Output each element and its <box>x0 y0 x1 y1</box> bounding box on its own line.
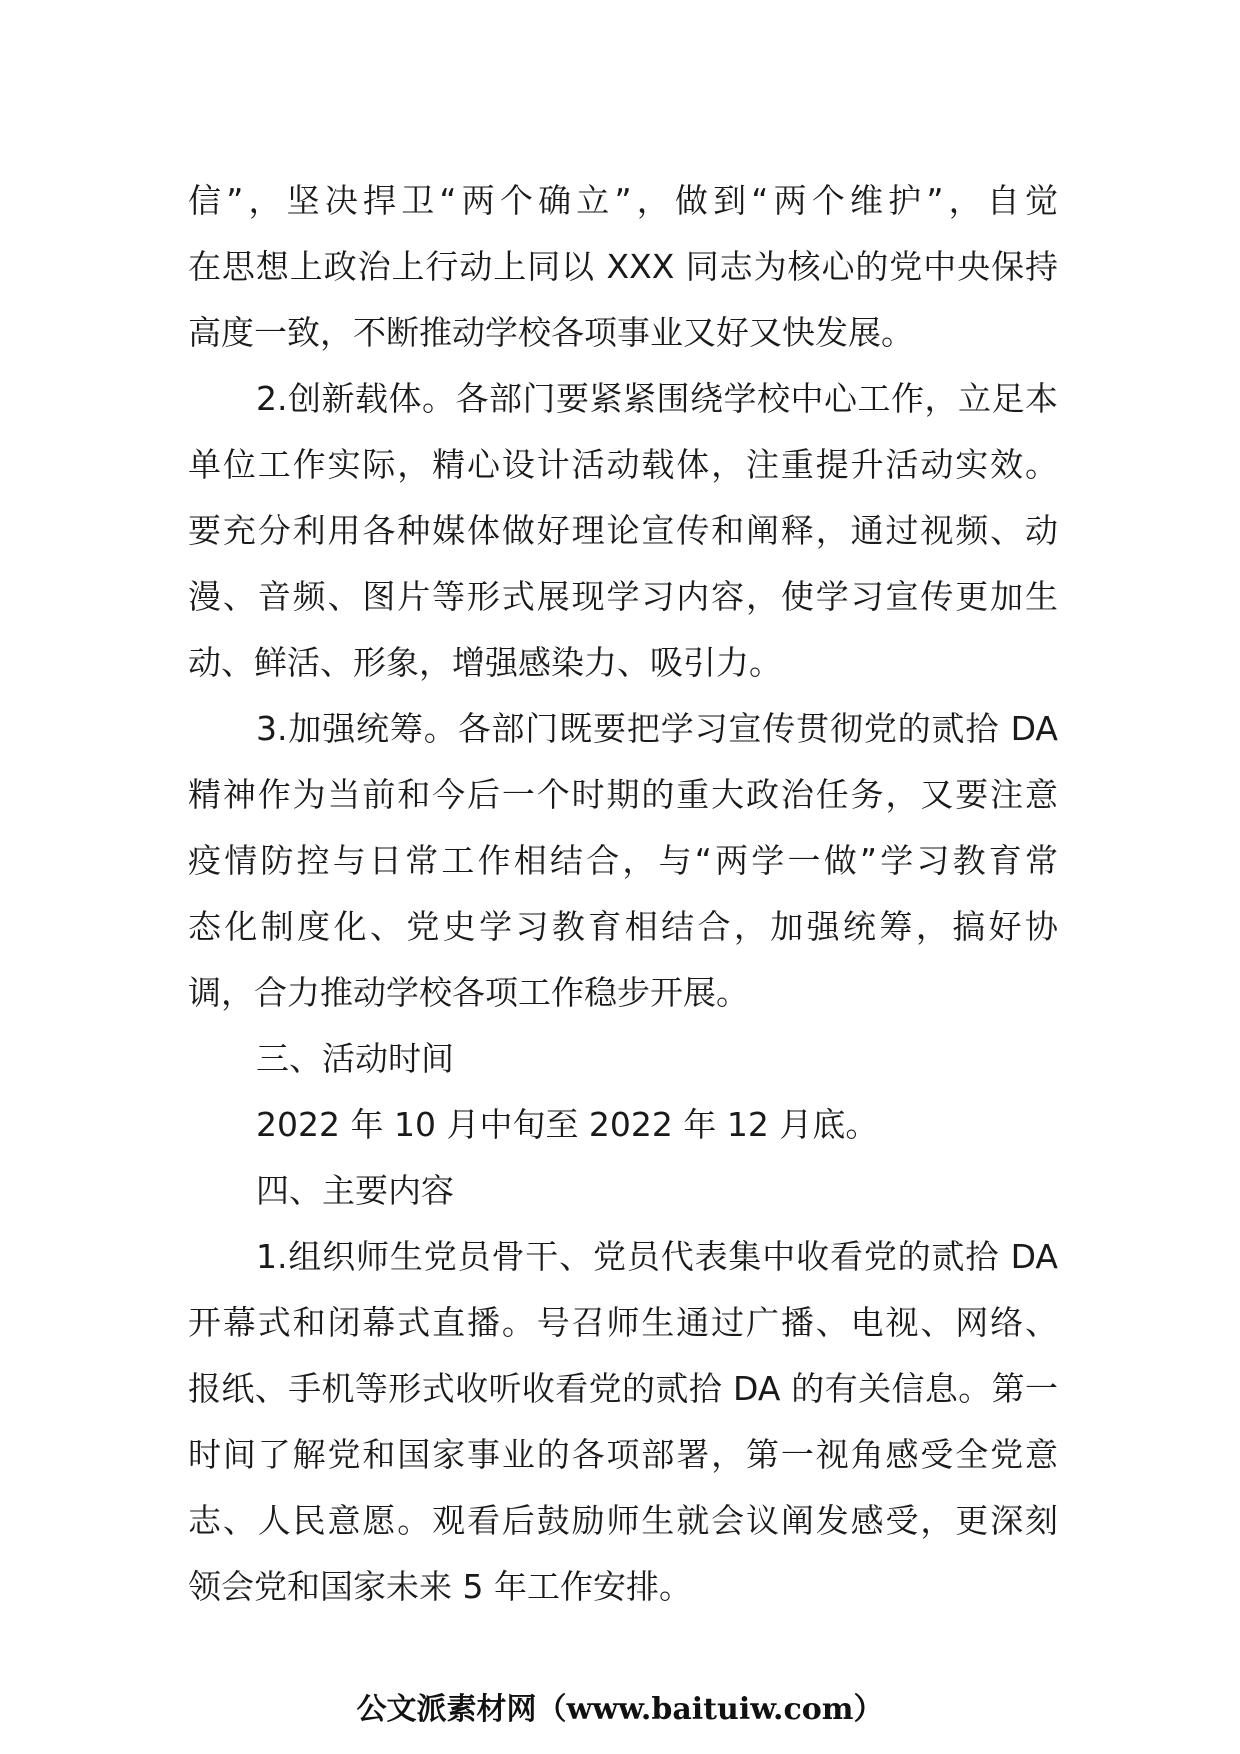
paragraph-line: 在思想上政治上行动上同以 XXX 同志为核心的党中央保持 <box>188 247 1058 286</box>
paragraph-line: 开幕式和闭幕式直播。号召师生通过广播、电视、网络、 <box>188 1303 1058 1342</box>
paragraph-line: 疫情防控与日常工作相结合，与“两学一做”学习教育常 <box>188 841 1058 880</box>
paragraph-line: 态化制度化、党史学习教育相结合，加强统筹，搞好协 <box>188 907 1058 946</box>
paragraph-line: 调，合力推动学校各项工作稳步开展。 <box>188 973 749 1012</box>
paragraph-line: 1.组织师生党员骨干、党员代表集中收看党的贰拾 DA <box>256 1237 1058 1276</box>
paragraph-line: 动、鲜活、形象，增强感染力、吸引力。 <box>188 643 782 682</box>
paragraph-line: 漫、音频、图片等形式展现学习内容，使学习宣传更加生 <box>188 577 1058 616</box>
document-body <box>188 168 1058 1620</box>
paragraph-line: 2022 年 10 月中旬至 2022 年 12 月底。 <box>256 1105 879 1144</box>
paragraph-line: 3.加强统筹。各部门既要把学习宣传贯彻党的贰拾 DA <box>256 709 1058 748</box>
paragraph-line: 单位工作实际，精心设计活动载体，注重提升活动实效。 <box>188 445 1058 484</box>
footer-watermark: 公文派素材网（www.baituiw.com） <box>356 1692 884 1727</box>
paragraph-line: 精神作为当前和今后一个时期的重大政治任务，又要注意 <box>188 775 1058 814</box>
paragraph-line: 时间了解党和国家事业的各项部署，第一视角感受全党意 <box>188 1435 1058 1474</box>
paragraph-line: 信”，坚决捍卫“两个确立”，做到“两个维护”，自觉 <box>188 181 1058 220</box>
paragraph-line: 报纸、手机等形式收听收看党的贰拾 DA 的有关信息。第一 <box>188 1369 1058 1408</box>
paragraph-line: 领会党和国家未来 5 年工作安排。 <box>188 1567 692 1606</box>
paragraph-line: 要充分利用各种媒体做好理论宣传和阐释，通过视频、动 <box>188 511 1058 550</box>
section-heading: 三、活动时间 <box>256 1039 454 1078</box>
paragraph-line: 志、人民意愿。观看后鼓励师生就会议阐发感受，更深刻 <box>188 1501 1058 1540</box>
paragraph-line: 2.创新载体。各部门要紧紧围绕学校中心工作，立足本 <box>256 379 1058 418</box>
section-heading: 四、主要内容 <box>256 1171 454 1210</box>
paragraph-line: 高度一致，不断推动学校各项事业又好又快发展。 <box>188 313 914 352</box>
